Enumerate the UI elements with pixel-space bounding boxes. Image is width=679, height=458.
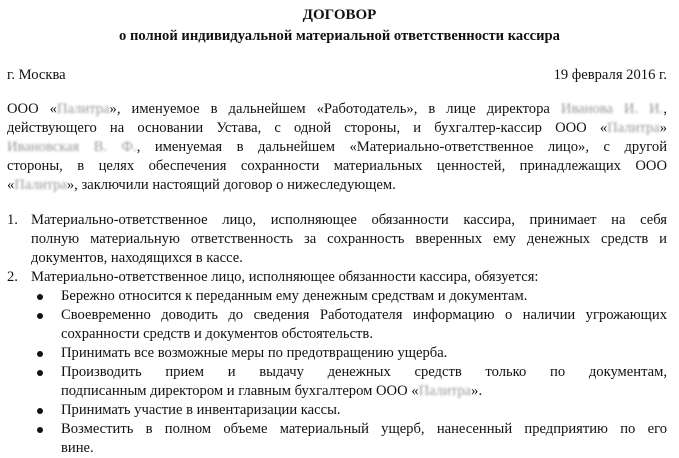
clause-number: 2. [7, 269, 18, 285]
clause-line: Материально-ответственное лицо, исполняющее обязанности кассира, обязуется: [31, 269, 539, 285]
bullet-icon [37, 427, 43, 433]
list-item: Производить прием и выдачу денежных средств только по документам, подписанным директором и главным бухгалтером ООО «Палитра». [7, 363, 667, 401]
redacted-company-name: Палитра [56, 101, 110, 117]
contract-city: г. Москва [7, 67, 66, 83]
list-item: Бережно относится к переданным ему денежным средствам и документам. [7, 287, 667, 306]
clause-line: полную материальную ответственность за сохранность вверенных ему денежных средств и [31, 231, 667, 247]
bullet-icon [37, 351, 43, 357]
redacted-company-name: Палитра [14, 177, 67, 193]
redacted-cashier-name: Ивановская В. Ф. [7, 139, 137, 155]
bullet-icon [37, 294, 43, 300]
list-item: Принимать участие в инвентаризации кассы. [7, 401, 667, 420]
list-item: Возместить в полном объеме материальный ущерб, нанесенный предприятию по его вине. [7, 420, 667, 458]
preamble-paragraph [7, 100, 667, 195]
document-subtitle: о полной индивидуальной материальной ответственности кассира [119, 28, 560, 44]
clauses-list [7, 211, 667, 458]
preamble-line: ООО «Палитра», именуемое в дальнейшем «Работодатель», в лице директора Иванова И. И., [7, 101, 667, 117]
contract-date: 19 февраля 2016 г. [553, 67, 667, 83]
list-item: Принимать все возможные меры по предотвращению ущерба. [7, 344, 667, 363]
bullet-icon [37, 370, 43, 376]
bullet-icon [37, 313, 43, 319]
clause-number: 1. [7, 212, 18, 228]
preamble-line: Ивановская В. Ф., именуемая в дальнейшем «Материально-ответственное лицо», с другой [7, 139, 667, 155]
list-item: Своевременно доводить до сведения Работодателя информацию о наличии угрожающих сохранности средств и документов обстоятельств. [7, 306, 667, 344]
redacted-director-name: Иванова И. И. [560, 101, 664, 117]
clause-line: документов, находящихся в кассе. [31, 250, 243, 266]
preamble-line: действующего на основании Устава, с одной стороны, и бухгалтер-кассир ООО «Палитра» [7, 120, 667, 136]
redacted-company-name: Палитра [418, 383, 472, 399]
preamble-line: стороны, в целях обеспечения сохранности материальных ценностей, принадлежащих ООО [7, 158, 667, 174]
preamble-line: «Палитра», заключили настоящий договор о нижеследующем. [7, 177, 396, 193]
bullet-icon [37, 408, 43, 414]
redacted-company-name: Палитра [607, 120, 660, 136]
obligations-list [7, 287, 667, 458]
clause-2 [7, 268, 667, 287]
document-title: ДОГОВОР [302, 7, 377, 23]
clause-1 [7, 211, 667, 268]
clause-line: Материально-ответственное лицо, исполняющее обязанности кассира, принимает на себя [31, 212, 667, 228]
